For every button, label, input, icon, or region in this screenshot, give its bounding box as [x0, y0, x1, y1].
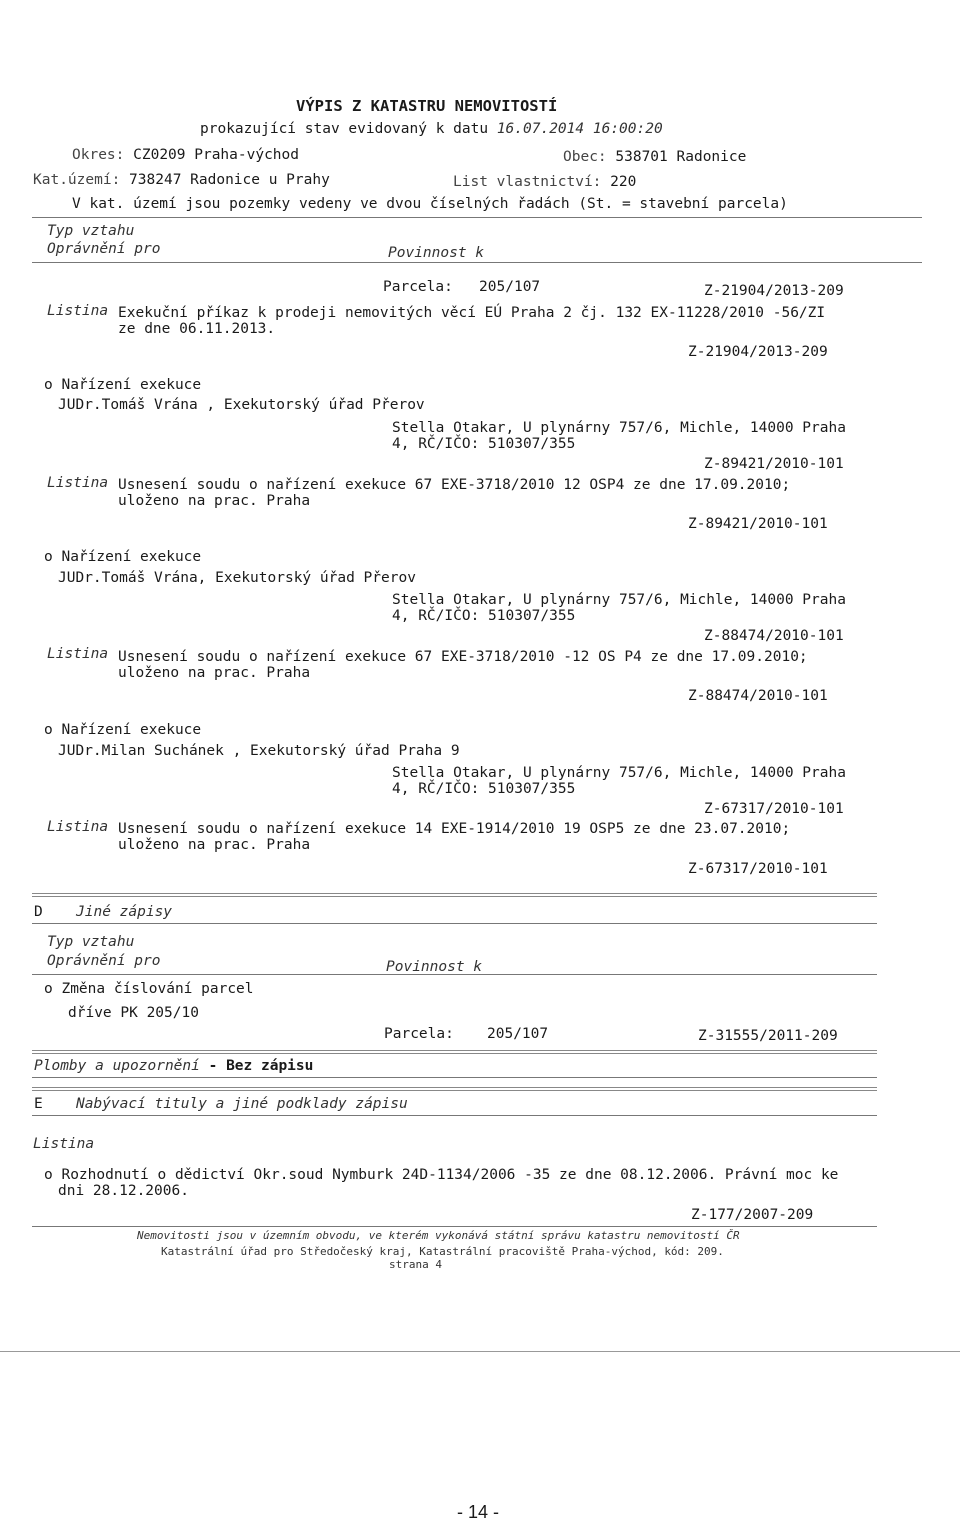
povinnost-k-label: Povinnost k	[388, 245, 485, 261]
document-subtitle: prokazující stav evidovaný k datu 16.07.2014 16:00:20	[200, 121, 663, 137]
register-note: V kat. území jsou pozemky vedeny ve dvou číselných řadách (St. = stavební parcela)	[72, 196, 788, 212]
entry-party: JUDr.Milan Suchánek , Exekutorský úřad Praha 9	[58, 743, 460, 759]
divider	[32, 1226, 877, 1227]
entry-ref: Z-89421/2010-101	[704, 456, 844, 472]
divider	[32, 1115, 877, 1116]
obec-row: Obec: 538701 Radonice	[563, 149, 747, 165]
rozhodnuti-ref: Z-177/2007-209	[691, 1207, 814, 1223]
rozhodnuti-text: o Rozhodnutí o dědictví Okr.soud Nymburk 24D-1134/2006 -35 ze dne 08.12.2006. Právní moc ke	[44, 1167, 839, 1183]
listina-label: Listina	[47, 646, 109, 662]
opravneni-pro-label: Oprávnění pro	[47, 953, 161, 969]
entry-listina: uloženo na prac. Praha	[118, 493, 311, 509]
parcela-row: Parcela: 205/107	[383, 279, 541, 295]
drive-pk: dříve PK 205/10	[68, 1005, 199, 1021]
rozhodnuti-text: dni 28.12.2006.	[58, 1183, 189, 1199]
entry-ref: Z-88474/2010-101	[688, 688, 828, 704]
listina-text: ze dne 06.11.2013.	[118, 321, 276, 337]
parcela-label: Parcela:	[384, 1026, 454, 1042]
entry-address: Stella Otakar, U plynárny 757/6, Michle, 14000 Praha	[392, 765, 846, 781]
section-e-title: Nabývací tituly a jiné podklady zápisu	[76, 1096, 408, 1112]
typ-vztahu-label: Typ vztahu	[47, 934, 135, 950]
entry-address: Stella Otakar, U plynárny 757/6, Michle, 14000 Praha	[392, 592, 846, 608]
entry-title: o Nařízení exekuce	[44, 549, 202, 565]
listina-label: Listina	[47, 303, 109, 319]
section-e-letter: E	[34, 1096, 43, 1112]
entry-party: JUDr.Tomáš Vrána , Exekutorský úřad Přerov	[58, 397, 425, 413]
divider	[32, 974, 877, 975]
parcela-value: 205/107	[487, 1026, 549, 1042]
listina-label: Listina	[47, 475, 109, 491]
divider	[32, 923, 877, 924]
listina-ref: Z-21904/2013-209	[688, 344, 828, 360]
section-d-letter: D	[34, 904, 43, 920]
parcela-ref: Z-21904/2013-209	[704, 283, 844, 299]
plomby-row: Plomby a upozornění - Bez zápisu	[34, 1058, 314, 1074]
parcela-ref: Z-31555/2011-209	[698, 1028, 838, 1044]
entry-listina: Usnesení soudu o nařízení exekuce 14 EXE-1914/2010 19 OSP5 ze dne 23.07.2010;	[118, 821, 791, 837]
section-divider	[32, 1087, 877, 1091]
section-divider	[32, 1050, 877, 1054]
divider	[32, 1077, 877, 1078]
footer-line: Katastrální úřad pro Středočeský kraj, Katastrální pracoviště Praha-východ, kód: 209.	[161, 1245, 724, 1258]
entry-title: o Nařízení exekuce	[44, 722, 202, 738]
page-label: strana 4	[389, 1258, 442, 1271]
entry-address: 4, RČ/IČO: 510307/355	[392, 781, 576, 797]
section-d-title: Jiné zápisy	[76, 904, 173, 920]
okres-row: Okres: CZ0209 Praha-východ	[72, 147, 299, 163]
entry-ref: Z-67317/2010-101	[704, 801, 844, 817]
list-vlastnictvi-row: List vlastnictví: 220	[453, 174, 637, 190]
divider	[32, 262, 922, 263]
entry-title: o Nařízení exekuce	[44, 377, 202, 393]
document-title: VÝPIS Z KATASTRU NEMOVITOSTÍ	[296, 97, 558, 115]
entry-ref: Z-89421/2010-101	[688, 516, 828, 532]
entry-listina: Usnesení soudu o nařízení exekuce 67 EXE-3718/2010 -12 OS P4 ze dne 17.09.2010;	[118, 649, 808, 665]
page-edge	[0, 1351, 960, 1352]
entry-listina: uloženo na prac. Praha	[118, 837, 311, 853]
page-number: - 14 -	[457, 1502, 500, 1522]
listina-text: Exekuční příkaz k prodeji nemovitých věcí EÚ Praha 2 čj. 132 EX-11228/2010 -56/ZI	[118, 305, 826, 321]
listina-label: Listina	[47, 819, 109, 835]
entry-party: JUDr.Tomáš Vrána, Exekutorský úřad Přerov	[58, 570, 416, 586]
entry-address: Stella Otakar, U plynárny 757/6, Michle, 14000 Praha	[392, 420, 846, 436]
entry-listina: uloženo na prac. Praha	[118, 665, 311, 681]
povinnost-k-label: Povinnost k	[386, 959, 483, 975]
section-divider	[32, 893, 877, 897]
entry-listina: Usnesení soudu o nařízení exekuce 67 EXE-3718/2010 12 OSP4 ze dne 17.09.2010;	[118, 477, 791, 493]
entry-ref: Z-67317/2010-101	[688, 861, 828, 877]
typ-vztahu-label: Typ vztahu	[47, 223, 135, 239]
opravneni-pro-label: Oprávnění pro	[47, 241, 161, 257]
entry-ref: Z-88474/2010-101	[704, 628, 844, 644]
entry-address: 4, RČ/IČO: 510307/355	[392, 436, 576, 452]
katuzemi-row: Kat.území: 738247 Radonice u Prahy	[33, 172, 330, 188]
entry-address: 4, RČ/IČO: 510307/355	[392, 608, 576, 624]
listina-label: Listina	[33, 1136, 95, 1152]
footer-line: Nemovitosti jsou v územním obvodu, ve kterém vykonává státní správu katastru nemovitostí ČR	[137, 1229, 740, 1242]
divider	[32, 217, 922, 218]
zmena-cislovani: o Změna číslování parcel	[44, 981, 254, 997]
